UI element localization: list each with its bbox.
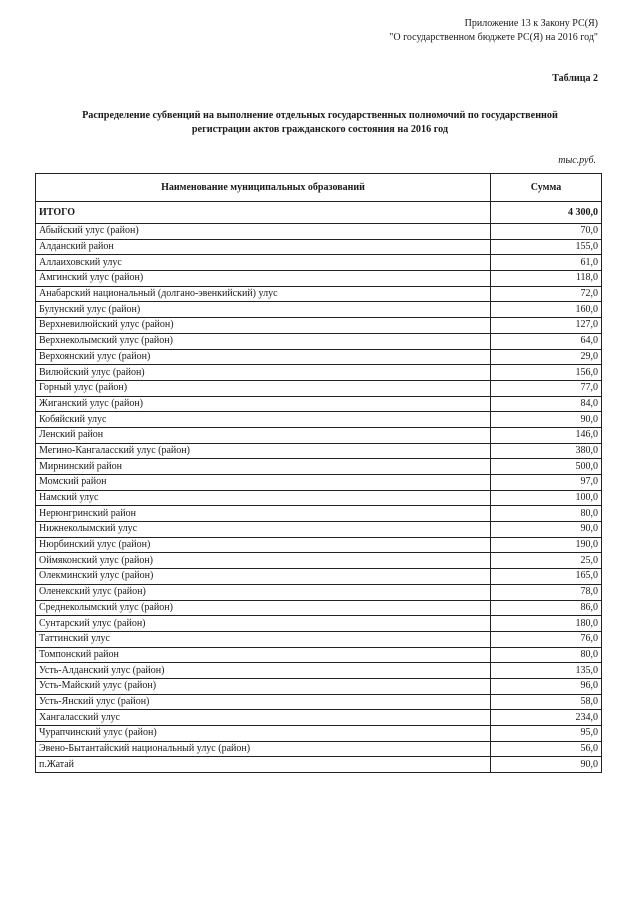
subsidy-amount: 64,0 (491, 333, 602, 349)
table-row (36, 537, 602, 553)
table-header-row (36, 174, 602, 202)
total-value: 4 300,0 (491, 202, 602, 224)
subsidy-amount: 155,0 (491, 239, 602, 255)
table-row (36, 694, 602, 710)
municipality-name: Нюрбинский улус (район) (36, 537, 491, 553)
municipality-name: Абыйский улус (район) (36, 224, 491, 240)
table-row (36, 631, 602, 647)
table-row (36, 490, 602, 506)
subsidy-amount: 76,0 (491, 631, 602, 647)
municipality-name: Олекминский улус (район) (36, 569, 491, 585)
table-row (36, 443, 602, 459)
subsidy-amount: 118,0 (491, 271, 602, 287)
table-row (36, 427, 602, 443)
municipality-name: Таттинский улус (36, 631, 491, 647)
municipality-name: Момский район (36, 475, 491, 491)
municipality-name: Верхнеколымский улус (район) (36, 333, 491, 349)
municipality-name: Эвено-Бытантайский национальный улус (район) (36, 741, 491, 757)
table-row (36, 459, 602, 475)
municipality-name: Усть-Майский улус (район) (36, 678, 491, 694)
municipality-name: Жиганский улус (район) (36, 396, 491, 412)
title-line-1: Распределение субвенций на выполнение отдельных государственных полномочий по государственной (82, 110, 558, 121)
subsidy-amount: 146,0 (491, 427, 602, 443)
title-line-2: регистрации актов гражданского состояния на 2016 год (191, 124, 449, 135)
table-row (36, 522, 602, 538)
appendix-line-1: Приложение 13 к Закону РС(Я) (464, 18, 598, 29)
table-row (36, 663, 602, 679)
subsidy-table (35, 173, 602, 773)
table-row (36, 757, 602, 773)
municipality-name: Верхоянский улус (район) (36, 349, 491, 365)
municipality-name: Алданский район (36, 239, 491, 255)
municipality-name: Усть-Алданский улус (район) (36, 663, 491, 679)
subsidy-amount: 56,0 (491, 741, 602, 757)
subsidy-amount: 97,0 (491, 475, 602, 491)
municipality-name: Оленекский улус (район) (36, 584, 491, 600)
subsidy-amount: 127,0 (491, 318, 602, 334)
municipality-name: Амгинский улус (район) (36, 271, 491, 287)
table-row (36, 302, 602, 318)
subsidy-amount: 165,0 (491, 569, 602, 585)
table-row (36, 710, 602, 726)
municipality-name: Горный улус (район) (36, 380, 491, 396)
municipality-name: Среднеколымский улус (район) (36, 600, 491, 616)
subsidy-amount: 77,0 (491, 380, 602, 396)
municipality-name: Булунский улус (район) (36, 302, 491, 318)
subsidy-amount: 25,0 (491, 553, 602, 569)
table-row (36, 318, 602, 334)
municipality-name: Усть-Янский улус (район) (36, 694, 491, 710)
municipality-name: Нерюнгринский район (36, 506, 491, 522)
subsidy-amount: 86,0 (491, 600, 602, 616)
municipality-name: Мирнинский район (36, 459, 491, 475)
subsidy-amount: 90,0 (491, 757, 602, 773)
table-row (36, 678, 602, 694)
table-row (36, 239, 602, 255)
table-row (36, 412, 602, 428)
subsidy-amount: 234,0 (491, 710, 602, 726)
municipality-name: Хангаласский улус (36, 710, 491, 726)
subsidy-amount: 80,0 (491, 647, 602, 663)
appendix-line-2: "О государственном бюджете РС(Я) на 2016 год" (389, 32, 598, 43)
subsidy-amount: 500,0 (491, 459, 602, 475)
municipality-name: п.Жатай (36, 757, 491, 773)
table-row (36, 380, 602, 396)
units-label: тыс.руб. (558, 155, 596, 166)
municipality-name: Верхневилюйский улус (район) (36, 318, 491, 334)
table-row (36, 255, 602, 271)
subsidy-amount: 380,0 (491, 443, 602, 459)
table-row (36, 271, 602, 287)
table-row (36, 569, 602, 585)
subsidy-amount: 72,0 (491, 286, 602, 302)
subsidy-amount: 90,0 (491, 412, 602, 428)
municipality-name: Нижнеколымский улус (36, 522, 491, 538)
table-row (36, 647, 602, 663)
subsidy-amount: 100,0 (491, 490, 602, 506)
municipality-name: Ленский район (36, 427, 491, 443)
table-row (36, 224, 602, 240)
municipality-name: Вилюйский улус (район) (36, 365, 491, 381)
subsidy-amount: 80,0 (491, 506, 602, 522)
table-row (36, 741, 602, 757)
table-row (36, 726, 602, 742)
municipality-name: Чурапчинский улус (район) (36, 726, 491, 742)
total-label: ИТОГО (36, 202, 491, 224)
subsidy-amount: 61,0 (491, 255, 602, 271)
municipality-name: Аллаиховский улус (36, 255, 491, 271)
municipality-name: Намский улус (36, 490, 491, 506)
column-header-name: Наименование муниципальных образований (36, 174, 491, 202)
table-row (36, 475, 602, 491)
municipality-name: Мегино-Кангаласский улус (район) (36, 443, 491, 459)
table-row (36, 396, 602, 412)
table-row (36, 600, 602, 616)
subsidy-amount: 90,0 (491, 522, 602, 538)
table-row (36, 365, 602, 381)
table-row (36, 506, 602, 522)
table-row (36, 616, 602, 632)
table-row (36, 333, 602, 349)
municipality-name: Анабарский национальный (долгано-эвенкийский) улус (36, 286, 491, 302)
table-number: Таблица 2 (552, 73, 598, 84)
municipality-name: Томпонский район (36, 647, 491, 663)
subsidy-amount: 29,0 (491, 349, 602, 365)
table-row (36, 349, 602, 365)
table-row (36, 553, 602, 569)
subsidy-amount: 160,0 (491, 302, 602, 318)
subsidy-amount: 58,0 (491, 694, 602, 710)
subsidy-amount: 156,0 (491, 365, 602, 381)
municipality-name: Сунтарский улус (район) (36, 616, 491, 632)
appendix-reference (389, 17, 598, 45)
municipality-name: Кобяйский улус (36, 412, 491, 428)
subsidy-amount: 78,0 (491, 584, 602, 600)
subsidy-amount: 70,0 (491, 224, 602, 240)
subsidy-amount: 96,0 (491, 678, 602, 694)
subsidy-amount: 84,0 (491, 396, 602, 412)
subsidy-amount: 135,0 (491, 663, 602, 679)
document-title (40, 109, 600, 137)
subsidy-amount: 95,0 (491, 726, 602, 742)
municipality-name: Оймяконский улус (район) (36, 553, 491, 569)
table-row (36, 584, 602, 600)
total-row (36, 202, 602, 224)
column-header-sum: Сумма (491, 174, 602, 202)
subsidy-amount: 190,0 (491, 537, 602, 553)
table-row (36, 286, 602, 302)
subsidy-amount: 180,0 (491, 616, 602, 632)
